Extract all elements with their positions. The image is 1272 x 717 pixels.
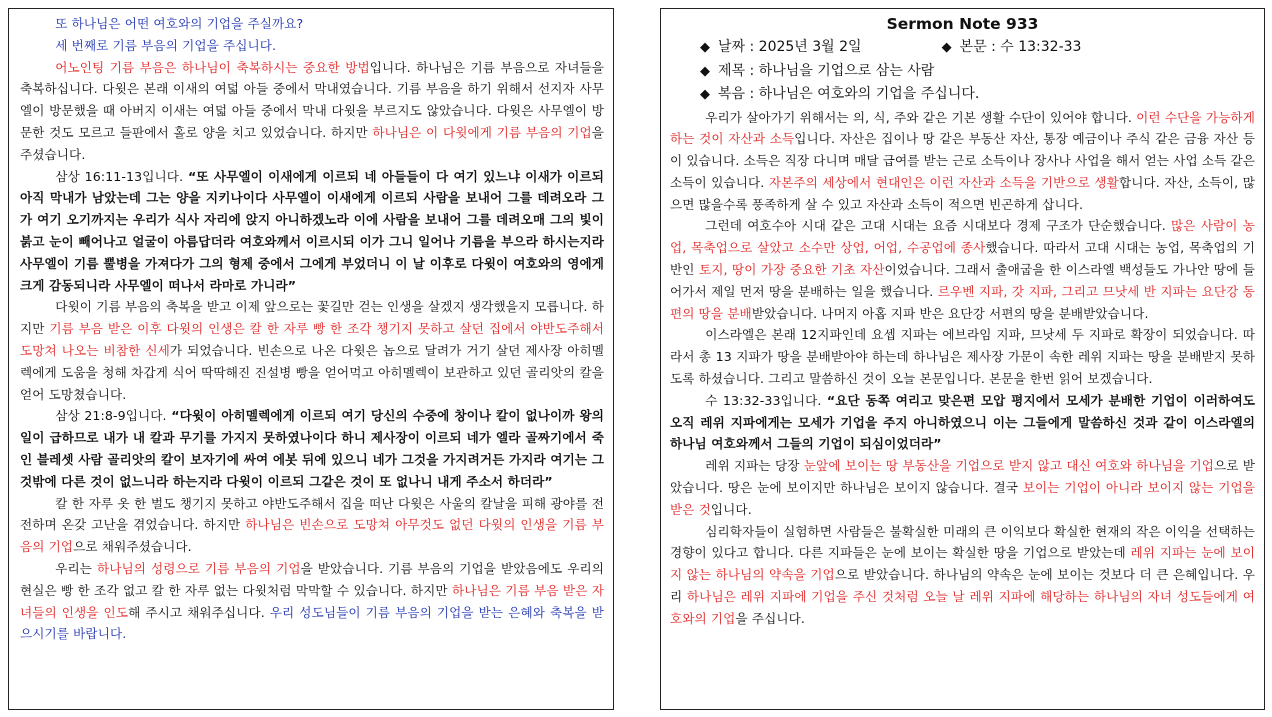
highlight: 하나님은 이 다윗에게 기름 부음의 기업: [372, 124, 592, 140]
right-paragraph-5: [670, 455, 1255, 520]
text: 가 되었습니다. 빈손으로 나온 다윗은 놉으로 달려가 거기 살던 제사장 아히멜렉에게 도움을 청해 차갑게 식어 딱딱해진 진설병 빵을 얻어먹고 아히멜렉이 보관하고 있던 골리앗의 칼을 얻어 도망쳤습니다.: [20, 342, 604, 402]
text: 했습니다. 따라서 고대 시대는 농업, 목축업의 기반인: [670, 240, 1256, 278]
highlight: 레위 지파는 눈에 보이지 않는 하나님의 약속을 기업: [670, 545, 1255, 583]
date-label: 날짜 : 2025년 3월 2일: [718, 39, 862, 55]
scripture-ref: 삼상 21:8-9입니다.: [55, 408, 172, 424]
text: 해 주시고 채워주십니다.: [128, 604, 270, 620]
highlight: 하나님은 기름 부음 받은 자녀들의 인생을 인도: [20, 582, 605, 620]
left-paragraph-6: [20, 558, 604, 645]
text: 으로 채워주셨습니다.: [73, 539, 192, 555]
text: 우리는: [55, 560, 97, 576]
highlight: 어노인팅 기름 부음은 하나님이 축복하시는 중요한 방법: [55, 59, 370, 75]
highlight: 하나님의 성령으로 기름 부음의 기업: [96, 560, 301, 576]
left-paragraph-4: [20, 405, 604, 492]
text: 받았습니다. 나머지 아홉 지파 반은 요단강 서편의 땅을 분배받았습니다.: [751, 305, 1149, 321]
text: 을 주십니다.: [735, 610, 805, 626]
text: 심리학자들이 실험하면 사람들은 불확실한 미래의 큰 이익보다 확실한 현재의 작은 이익을 선택하는 경향이 있다고 합니다. 다른 지파들은 눈에 보이는 확실한 땅을 기업으로 받았는데: [670, 523, 1255, 561]
left-paragraph-5: [20, 493, 604, 558]
text: 입니다. 자산은 집이나 땅 같은 부동산 자산, 통장 예금이나 주식 같은 금융 자산 등이 있습니다. 소득은 직장 다니며 매달 급여를 받는 근로 소득이나 장사나 사업을 해서 얻는 사업 소득 같은 소득이 있습니다.: [670, 131, 1255, 190]
text: 합니다. 자산, 소득이, 많으면 많을수록 풍족하게 살 수 있고 자산과 소득이 적으면 빈곤하게 삽니다.: [670, 174, 1255, 212]
text: 을 받았습니다. 기름 부음의 기업을 받았음에도 우리의 현실은 빵 한 조각 없고 칼 한 자루 없는 다윗처럼 막막할 수 있습니다. 하지만: [20, 560, 604, 598]
text: 입니다.: [710, 501, 752, 517]
highlight: 눈앞에 보이는 땅 부동산을 기업으로 받지 않고 대신 여호와 하나님을 기업: [803, 458, 1214, 474]
right-paragraph-1: [670, 107, 1255, 216]
scripture-ref: 삼상 16:11-13입니다.: [55, 168, 188, 184]
diamond-bullet-icon: ◆: [700, 63, 710, 79]
text: 입니다. 하나님은 기름 부음으로 자녀들을 축복하십니다. 다윗은 본래 이새의 여덟 아들 중에서 막내였습니다. 기름 부음을 하기 위해서 선지자 사무엘이 방문했을 때 아버지 이새는 여덟 아들 중에서 막내 다윗을 부르지도 않았습니다. 다윗은 사무엘이 방문한 것도 모르고 들판에서 홀로 양을 치고 있었습니다. 하지만: [20, 59, 604, 140]
meta-gospel: [670, 83, 1255, 107]
meta-subject: [670, 60, 1255, 84]
left-sermon-page: [8, 8, 614, 710]
scripture-ref: 수 13:32-33입니다.: [705, 392, 827, 408]
left-paragraph-3: [20, 296, 604, 405]
right-paragraph-4: [670, 390, 1255, 455]
highlight: 르우벤 지파, 갓 지파, 그리고 므낫세 반 지파는 요단강 동편의 땅을 분배: [670, 283, 1255, 321]
highlight: 자본주의 세상에서 현대인은 이런 자산과 소득을 기반으로 생활: [768, 174, 1119, 190]
closing-blessing: 우리 성도님들이 기름 부음의 기업을 받는 은혜와 축복을 받으시기를 바랍니다.: [20, 604, 604, 642]
meta-date-text: [670, 36, 1255, 60]
text: 칼 한 자루 옷 한 벌도 챙기지 못하고 야반도주해서 집을 떠난 다윗은 사울의 칼날을 피해 광야를 전전하며 온갖 고난을 겪었습니다. 하지만: [20, 495, 604, 533]
text: 우리가 살아가기 위해서는 의, 식, 주와 같은 기본 생활 수단이 있어야 합니다.: [705, 109, 1137, 125]
text: 레위 지파는 당장: [705, 458, 804, 474]
point-heading: 세 번째로 기름 부음의 기업을 주십니다.: [55, 37, 277, 53]
text: 을 주셨습니다.: [20, 124, 605, 162]
question-line: 또 하나님은 어떤 여호와의 기업을 주실까요?: [55, 16, 304, 31]
scripture-quote: “요단 동쪽 여리고 맞은편 모압 평지에서 모세가 분배한 기업이 이러하여도 오직 레위 지파에게는 모세가 기업을 주지 아니하였으니 이는 그들에게 말씀하신 것과 같이 이스라엘의 하나님 여호와께서 그들의 기업이 되심이었더라”: [670, 392, 1255, 452]
sermon-title: Sermon Note 933: [886, 15, 1039, 33]
text: 이었습니다. 그래서 출애굽을 한 이스라엘 백성들도 가나안 땅에 들어가서 제일 먼저 땅을 분배하는 일을 했습니다.: [670, 262, 1255, 299]
highlight: 하나님은 빈손으로 도망쳐 아무것도 없던 다윗의 인생을 기름 부음의 기업: [20, 517, 604, 555]
highlight: 많은 사람이 농업, 목축업으로 살았고 소수만 상업, 어업, 수공업에 종사: [670, 218, 1255, 256]
text: 으로 받았습니다. 하나님의 약속은 눈에 보이는 것보다 더 큰 은혜입니다. 우리: [670, 567, 1255, 605]
left-paragraph-1: [20, 57, 604, 166]
highlight: 보이는 기업이 아니라 보이지 않는 기업을 받은 것: [670, 480, 1256, 517]
highlight: 이런 수단을 가능하게 하는 것이 자산과 소득: [670, 109, 1255, 147]
text: 다윗이 기름 부음의 축복을 받고 이제 앞으로는 꽃길만 걷는 인생을 살겠지 생각했을지 모릅니다. 하지만: [20, 299, 604, 337]
gospel-label: 복음 : 하나님은 여호와의 기업을 주십니다.: [718, 86, 980, 102]
text: 으로 받았습니다. 땅은 눈에 보이지만 하나님은 보이지 않습니다. 결국: [670, 458, 1256, 496]
diamond-bullet-icon: ◆: [941, 40, 952, 55]
left-paragraph-2: [20, 166, 604, 297]
scripture-quote: “다윗이 아히멜렉에게 이르되 여기 당신의 수중에 창이나 칼이 없나이까 왕의 일이 급하므로 내가 내 칼과 무기를 가지지 못하였나이다 하니 제사장이 이르되 네가 엘라 골짜기에서 죽인 블레셋 사람 골리앗의 칼이 보자기에 싸여 에봇 뒤에 있으니 네가 그것을 가지려거든 가지라 여기는 그것밖에 다른 것이 없느니라 하는지라 다윗이 이르되 그같은 것이 또 없나니 내게 주소서 하더라”: [20, 408, 604, 489]
text-label: 본문 : 수 13:32-33: [959, 39, 1082, 55]
highlight: 토지, 땅이 가장 중요한 기초 자산: [698, 262, 885, 278]
right-paragraph-3: 이스라엘은 본래 12지파인데 요셉 지파는 에브라임 지파, 므낫세 두 지파로 확장이 되었습니다. 따라서 총 13 지파가 땅을 분배받아야 하는데 하나님은 제사장 가문이 속한 레위 지파는 땅을 분배받지 못하도록 하셨습니다. 그리고 말씀하신 것이 오늘 본문입니다. 본문을 한번 읽어 보겠습니다.: [670, 327, 1255, 387]
diamond-bullet-icon: ◆: [700, 40, 710, 55]
scripture-quote: “또 사무엘이 이새에게 이르되 네 아들들이 다 여기 있느냐 이새가 이르되 아직 막내가 남았는데 그는 양을 지키나이다 사무엘이 이새에게 이르되 사람을 보내어 그를 데려오라 그가 여기 오기까지는 우리가 식사 자리에 앉지 아니하겠노라 이에 사람을 보내어 그를 데려오매 그의 빛이 붉고 눈이 빼어나고 얼굴이 아름답더라 여호와께서 이르시되 이가 그니 일어나 기름을 부으라 하시는지라 사무엘이 기름 뿔병을 가져다가 그의 형제 중에서 그에게 부었더니 이 날 이후로 다윗이 여호와의 영에게 크게 감동되니라 사무엘이 떠나서 라마로 가니라”: [20, 168, 604, 293]
highlight: 하나님은 레위 지파에 기업을 주신 것처럼 오늘 날 레위 지파에 해당하는 하나님의 자녀 성도들에게 여호와의 기업: [670, 589, 1255, 626]
right-sermon-page: [660, 8, 1265, 710]
text: 그런데 여호수아 시대 같은 고대 시대는 요즘 시대보다 경제 구조가 단순했습니다.: [705, 218, 1172, 234]
diamond-bullet-icon: ◆: [700, 87, 710, 102]
right-paragraph-6: [670, 521, 1255, 630]
subject-label: 제목 : 하나님을 기업으로 삼는 사람: [718, 62, 935, 79]
highlight: 기름 부음 받은 이후 다윗의 인생은 칼 한 자루 빵 한 조각 챙기지 못하고 살던 집에서 야반도주해서 도망쳐 나오는 비참한 신세: [20, 321, 604, 358]
right-paragraph-2: [670, 215, 1255, 324]
